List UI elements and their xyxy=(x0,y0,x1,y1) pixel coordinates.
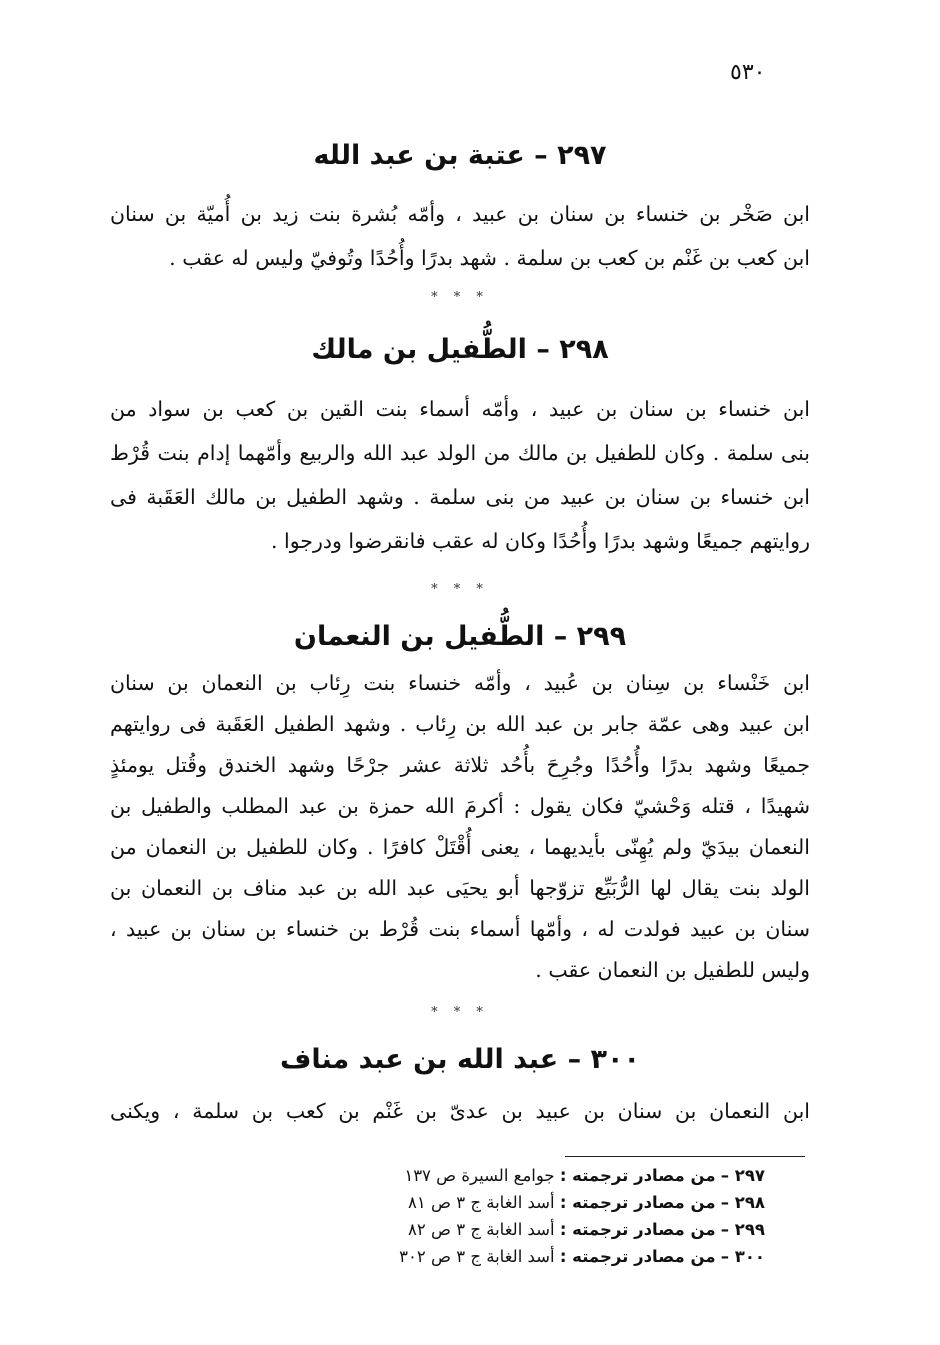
footnote-number: ٣٠٠ – xyxy=(720,1247,765,1266)
footnote-300 xyxy=(300,1244,765,1270)
footnote-number: ٢٩٩ – xyxy=(720,1220,765,1239)
footnote-number: ٢٩٧ – xyxy=(720,1166,765,1185)
footnote-divider xyxy=(565,1156,805,1157)
entry-299-line-7: سنان بن عبيد فولدت له ، وأمّها أسماء بنت قُرْط بن خنساء بن سنان بن عبيد ، xyxy=(110,917,810,941)
entry-299-line-3: جميعًا وشهد بدرًا وأُحُدًا وجُرِحَ بأُحُد ثلاثة عشر جرْحًا وشهد الخندق وقُتل يومئذٍ xyxy=(110,753,810,777)
entry-heading-297: ٢٩٧ – عتبة بن عبد الله xyxy=(313,140,607,171)
footnote-label: من مصادر ترجمته : xyxy=(559,1247,716,1266)
footnote-number: ٢٩٨ – xyxy=(720,1193,765,1212)
footnote-label: من مصادر ترجمته : xyxy=(559,1166,716,1185)
footnote-source: جوامع السيرة ص ١٣٧ xyxy=(404,1166,555,1185)
entry-heading-298: ٢٩٨ – الطُّفيل بن مالك xyxy=(311,334,609,365)
section-separator: * * * xyxy=(431,290,489,305)
footnote-source: أسد الغابة ج ٣ ص ٣٠٢ xyxy=(399,1247,555,1266)
entry-heading-300: ٣٠٠ – عبد الله بن عبد مناف xyxy=(280,1044,640,1075)
entry-299-line-8: وليس للطفيل بن النعمان عقب . xyxy=(535,958,810,982)
entry-297-line-2: ابن كعب بن غَنْم بن كعب بن سلمة . شهد بدرًا وأُحُدًا وتُوفيّ وليس له عقب . xyxy=(169,246,810,270)
entry-298-line-4: روايتهم جميعًا وشهد بدرًا وأُحُدًا وكان له عقب فانقرضوا ودرجوا . xyxy=(270,529,810,553)
entry-299-line-6: الولد بنت يقال لها الرُّبَيِّع تزوّجها أبو يحيَى عبد الله بن عبد مناف بن النعمان بن xyxy=(110,876,810,900)
entry-300-line-1: ابن النعمان بن سنان بن عبيد بن عدىّ بن غَنْم بن كعب بن سلمة ، ويكنى xyxy=(110,1099,810,1123)
footnote-299 xyxy=(300,1217,765,1243)
footnote-298 xyxy=(300,1190,765,1216)
footnote-label: من مصادر ترجمته : xyxy=(559,1193,716,1212)
footnote-label: من مصادر ترجمته : xyxy=(559,1220,716,1239)
entry-299-line-1: ابن خَنْساء بن سِنان بن عُبيد ، وأمّه خنساء بنت رِئاب بن النعمان بن سنان xyxy=(110,671,810,695)
section-separator: * * * xyxy=(431,1005,489,1020)
footnote-source: أسد الغابة ج ٣ ص ٨٢ xyxy=(408,1220,555,1239)
footnote-297 xyxy=(300,1163,765,1189)
entry-299-line-5: النعمان بيدَيّ ولم يُهِنّى بأيديهما ، يعنى أُقْتَلْ كافرًا . وكان للطفيل بن النعمان من xyxy=(110,835,810,859)
entry-297-line-1: ابن صَخْر بن خنساء بن سنان بن عبيد ، وأمّه بُشرة بنت زيد بن أُميّة بن سنان xyxy=(110,202,810,226)
section-separator: * * * xyxy=(431,582,489,597)
entry-298-line-2: بنى سلمة . وكان للطفيل بن مالك من الولد عبد الله والربيع وأمّهما إدام بنت قُرْط xyxy=(110,441,810,465)
page-number: ٥٣٠ xyxy=(730,60,766,85)
entry-299-line-4: شهيدًا ، قتله وَحْشيّ فكان يقول : أكرمَ الله حمزة بن عبد المطلب والطفيل بن xyxy=(110,794,810,818)
footnote-source: أسد الغابة ج ٣ ص ٨١ xyxy=(408,1193,555,1212)
entry-298-line-1: ابن خنساء بن سنان بن عبيد ، وأمّه أسماء بنت القين بن كعب بن سواد من xyxy=(110,397,810,421)
entry-heading-299: ٢٩٩ – الطُّفيل بن النعمان xyxy=(293,621,627,652)
entry-298-line-3: ابن خنساء بن سنان بن عبيد من بنى سلمة . وشهد الطفيل بن مالك العَقَبة فى xyxy=(110,485,810,509)
entry-299-line-2: ابن عبيد وهى عمّة جابر بن عبد الله بن رِئاب . وشهد الطفيل العَقَبة فى روايتهم xyxy=(110,712,810,736)
